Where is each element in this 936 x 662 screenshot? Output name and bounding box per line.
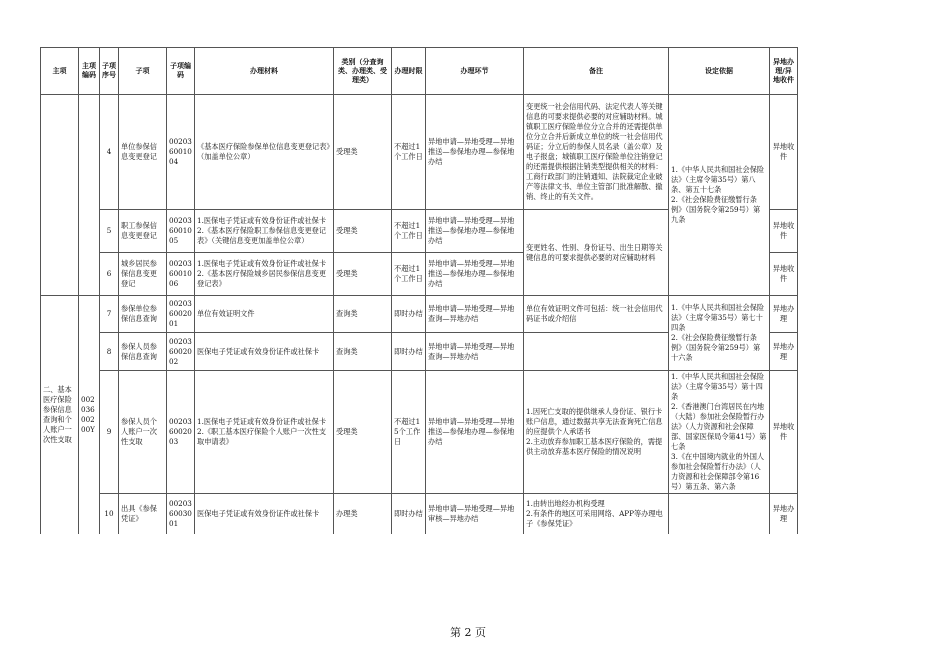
table-row (41, 494, 798, 534)
materials: 《基本医疗保险参保单位信息变更登记表》（加盖单位公章） (195, 95, 334, 210)
header-time-limit: 办理时限 (392, 48, 426, 95)
steps: 异地申请—异地受理—异地推送—参保地办理—参保地办结 (426, 371, 524, 494)
sub-item-name: 参保单位参保信息查询 (119, 296, 167, 333)
remarks: 变更统一社会信用代码、法定代表人等关键信息的可要求提供必要的对应辅助材料。城镇职工医疗保险单位分立合并的还需提供单位分立合并后新成立单位的统一社会信用代码证；分立后的参保人员名录（盖公章）及电子报盘；城镇职工医疗保险单位注销登记的还需提供根据注销类型提供相关的材料：工商行政部门的注销通知、法院裁定企业破产等法律文书、单位主管部门批准解散、撤销、终止的有关文件。 (524, 95, 669, 210)
header-main-code: 主项编码 (79, 48, 100, 95)
header-basis: 设定依据 (669, 48, 770, 95)
mode: 异地办理 (770, 494, 798, 534)
time-limit: 不超过1个工作日 (392, 253, 426, 296)
main-item-code: 00203600200Y (79, 296, 100, 534)
category: 查询类 (334, 296, 392, 333)
mode: 异地收件 (770, 371, 798, 494)
basis-rows-7-8: 1.《中华人民共和国社会保险法》（主席令第35号）第七十四条 2.《社会保险费征缴暂行条例》（国务院令第259号）第十六条 (669, 296, 770, 371)
remarks (524, 333, 669, 371)
steps: 异地申请—异地受理—异地推送—参保地办理—参保地办结 (426, 210, 524, 253)
remarks: 1.由转出地经办机构受理 2.有条件的地区可采用网络、APP等办理电子《参保凭证》 (524, 494, 669, 534)
sub-item-code: 002036002002 (167, 333, 195, 371)
header-sub-no: 子项序号 (100, 48, 119, 95)
basis-empty (669, 494, 770, 534)
sub-no: 4 (100, 95, 119, 210)
time-limit: 即时办结 (392, 333, 426, 371)
table-row (41, 296, 798, 333)
sub-item-name: 出具《参保凭证》 (119, 494, 167, 534)
main-item-name: 二、基本医疗保险参保信息查询和个人账户一次性支取 (41, 296, 79, 534)
header-category: 类别（分查询类、办理类、受理类） (334, 48, 392, 95)
sub-no: 9 (100, 371, 119, 494)
time-limit: 不超过1个工作日 (392, 210, 426, 253)
sub-item-code: 002036001005 (167, 210, 195, 253)
basis-rows-4-6: 1.《中华人民共和国社会保险法》（主席令第35号）第八条、第五十七条 2.《社会保险费征缴暂行条例》（国务院令第259号）第九条 (669, 95, 770, 296)
materials: 医保电子凭证或有效身份证件或社保卡 (195, 494, 334, 534)
mode: 异地收件 (770, 210, 798, 253)
mode: 异地收件 (770, 253, 798, 296)
category: 查询类 (334, 333, 392, 371)
main-code-cell-prev (79, 95, 100, 296)
sub-no: 8 (100, 333, 119, 371)
remarks-rows-5-6: 变更姓名、性别、身份证号、出生日期等关键信息的可要求提供必要的对应辅助材料 (524, 210, 669, 296)
sub-item-name: 城乡居民参保信息变更登记 (119, 253, 167, 296)
header-sub-item: 子项 (119, 48, 167, 95)
time-limit: 即时办结 (392, 494, 426, 534)
category: 办理类 (334, 494, 392, 534)
materials: 1.医保电子凭证或有效身份证件或社保卡 2.《基本医疗保险职工参保信息变更登记表》（关键信息变更加盖单位公章） (195, 210, 334, 253)
sub-item-code: 002036001004 (167, 95, 195, 210)
sub-item-name: 参保人员参保信息查询 (119, 333, 167, 371)
sub-no: 6 (100, 253, 119, 296)
main-item-cell-prev (41, 95, 79, 296)
header-remarks: 备注 (524, 48, 669, 95)
header-materials: 办理材料 (195, 48, 334, 95)
service-table (40, 47, 798, 534)
mode: 异地办理 (770, 296, 798, 333)
sub-item-name: 单位参保信息变更登记 (119, 95, 167, 210)
materials: 1.医保电子凭证或有效身份证件或社保卡 2.《基本医疗保险城乡居民参保信息变更登记表》 (195, 253, 334, 296)
sub-no: 5 (100, 210, 119, 253)
steps: 异地申请—异地受理—异地查询—异地办结 (426, 333, 524, 371)
sub-item-code: 002036003001 (167, 494, 195, 534)
materials: 医保电子凭证或有效身份证件或社保卡 (195, 333, 334, 371)
sub-item-code: 002036002003 (167, 371, 195, 494)
steps: 异地申请—异地受理—异地查询—异地办结 (426, 296, 524, 333)
category: 受理类 (334, 253, 392, 296)
mode: 异地收件 (770, 95, 798, 210)
sub-item-name: 参保人员个人账户一次性支取 (119, 371, 167, 494)
remarks: 1.因死亡支取的提供继承人身份证、银行卡账户信息，通过数据共享无法查询死亡信息的应提供个人承诺书 2.主动放弃参加职工基本医疗保险的，需提供主动放弃基本医疗保险的情况说明 (524, 371, 669, 494)
sub-no: 7 (100, 296, 119, 333)
remarks: 单位有效证明文件可包括：统一社会信用代码证书或介绍信 (524, 296, 669, 333)
sub-no: 10 (100, 494, 119, 534)
category: 受理类 (334, 210, 392, 253)
category: 受理类 (334, 371, 392, 494)
mode: 异地办理 (770, 333, 798, 371)
sub-item-name: 职工参保信息变更登记 (119, 210, 167, 253)
sub-item-code: 002036002001 (167, 296, 195, 333)
basis: 1.《中华人民共和国社会保险法》（主席令第35号）第十四条 2.《香港澳门台湾居民在内地（大陆）参加社会保险暂行办法》（人力资源和社会保障部、国家医保局令第41号）第七条 3.《在中国境内就业的外国人参加社会保险暂行办法》（人力资源和社会保障部令第16号）第五条、第六条 (669, 371, 770, 494)
header-sub-code: 子项编码 (167, 48, 195, 95)
header-mode: 异地办理/异地收件 (770, 48, 798, 95)
steps: 异地申请—异地受理—异地推送—参保地办理—参保地办结 (426, 95, 524, 210)
time-limit: 不超过1个工作日 (392, 95, 426, 210)
header-row (41, 48, 798, 95)
steps: 异地申请—异地受理—异地推送—参保地办理—参保地办结 (426, 253, 524, 296)
table-row (41, 95, 798, 210)
time-limit: 即时办结 (392, 296, 426, 333)
category: 受理类 (334, 95, 392, 210)
time-limit: 不超过15个工作日 (392, 371, 426, 494)
materials: 单位有效证明文件 (195, 296, 334, 333)
header-steps: 办理环节 (426, 48, 524, 95)
header-main-item: 主项 (41, 48, 79, 95)
page-number: 第 2 页 (450, 626, 486, 639)
steps: 异地申请—异地受理—异地审核—异地办结 (426, 494, 524, 534)
table-row (41, 371, 798, 494)
sub-item-code: 002036001006 (167, 253, 195, 296)
materials: 1.医保电子凭证或有效身份证件或社保卡 2.《职工基本医疗保险个人账户一次性支取申请表》 (195, 371, 334, 494)
